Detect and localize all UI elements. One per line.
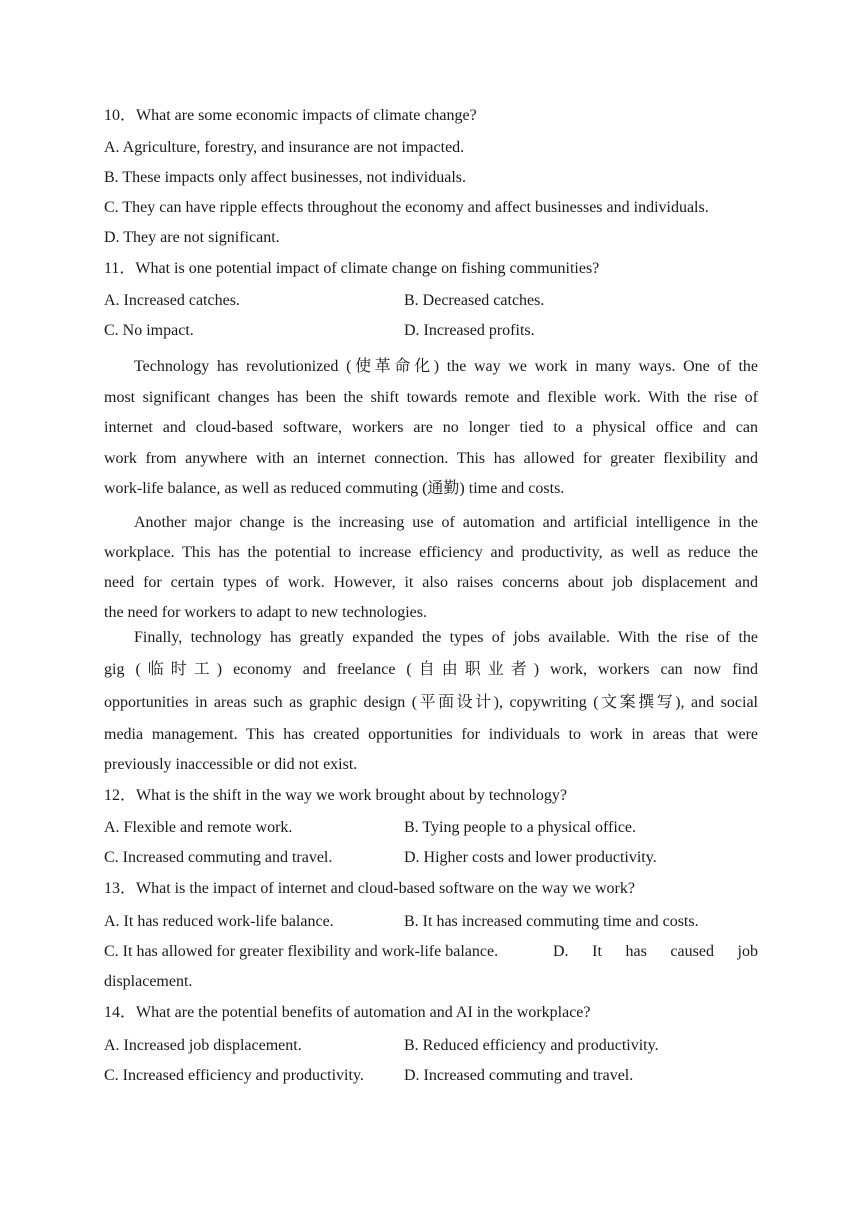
passage-p1-line-5: work-life balance, as well as reduced commuting (通勤) time and costs.	[104, 480, 565, 498]
question-11-stem: 11．What is one potential impact of climate change on fishing communities?	[104, 260, 600, 277]
question-12-option-d: D. Higher costs and lower productivity.	[404, 849, 657, 866]
passage-paragraph-1	[104, 352, 758, 505]
question-14-option-b: B. Reduced efficiency and productivity.	[404, 1037, 659, 1054]
question-10-stem: 10．What are some economic impacts of climate change?	[104, 107, 477, 124]
question-14-option-c: C. Increased efficiency and productivity.	[104, 1067, 364, 1084]
passage-p2-line-3: need for certain types of work. However, it also raises concerns about job displacement and	[104, 574, 758, 591]
passage-p2-line-2: workplace. This has the potential to increase efficiency and productivity, as well as reduce the	[104, 544, 758, 561]
question-14-option-d: D. Increased commuting and travel.	[404, 1067, 634, 1084]
question-12-option-b: B. Tying people to a physical office.	[404, 819, 637, 836]
question-11-option-b: B. Decreased catches.	[404, 292, 545, 309]
passage-p3-line-1: Finally, technology has greatly expanded the types of jobs available. With the rise of the	[134, 629, 758, 646]
question-13-option-d: D. It has caused job	[553, 943, 758, 960]
passage-p1-line-4: work from anywhere with an internet connection. This has allowed for greater flexibility and	[104, 449, 758, 467]
passage-p3-line-2: gig (临时工) economy and freelance (自由职业者) work, workers can now find	[104, 661, 758, 678]
question-13-option-a: A. It has reduced work-life balance.	[104, 913, 334, 930]
passage-p2-line-1: Another major change is the increasing use of automation and artificial intelligence in the	[134, 514, 758, 531]
passage-p1-line-3: internet and cloud-based software, workers are no longer tied to a physical office and can	[104, 419, 758, 437]
question-10-option-c: C. They can have ripple effects throughout the economy and affect businesses and individuals.	[104, 199, 709, 216]
passage-p2-line-4: the need for workers to adapt to new technologies.	[104, 604, 428, 621]
question-11-option-c: C. No impact.	[104, 322, 194, 339]
passage-paragraph-2	[104, 508, 758, 628]
passage-p3-line-3: opportunities in areas such as graphic design (平面设计), copywriting (文案撰写), and social	[104, 694, 758, 711]
question-14-option-a: A. Increased job displacement.	[104, 1037, 302, 1054]
question-10-option-b: B. These impacts only affect businesses, not individuals.	[104, 169, 467, 186]
question-12-stem: 12．What is the shift in the way we work brought about by technology?	[104, 787, 568, 804]
question-13-option-c: C. It has allowed for greater flexibility and work-life balance.	[104, 943, 499, 960]
question-13-stem: 13．What is the impact of internet and cloud-based software on the way we work?	[104, 880, 635, 897]
question-14-stem: 14．What are the potential benefits of automation and AI in the workplace?	[104, 1004, 591, 1021]
question-10-option-a: A. Agriculture, forestry, and insurance are not impacted.	[104, 139, 465, 156]
question-11-option-d: D. Increased profits.	[404, 322, 535, 339]
passage-p1-line-1: Technology has revolutionized (使革命化) the way we work in many ways. One of the	[134, 358, 758, 375]
question-13-option-d-continued: displacement.	[104, 973, 193, 990]
passage-p3-line-4: media management. This has created opportunities for individuals to work in areas that were	[104, 726, 758, 743]
passage-p3-line-5: previously inaccessible or did not exist.	[104, 756, 358, 773]
passage-paragraph-3	[104, 628, 758, 773]
question-10-option-d: D. They are not significant.	[104, 229, 280, 246]
question-12-option-a: A. Flexible and remote work.	[104, 819, 293, 836]
question-13-option-b: B. It has increased commuting time and costs.	[404, 913, 699, 930]
question-11-option-a: A. Increased catches.	[104, 292, 240, 309]
passage-p1-line-2: most significant changes has been the shift towards remote and flexible work. With the rise of	[104, 388, 758, 406]
question-12-option-c: C. Increased commuting and travel.	[104, 849, 333, 866]
